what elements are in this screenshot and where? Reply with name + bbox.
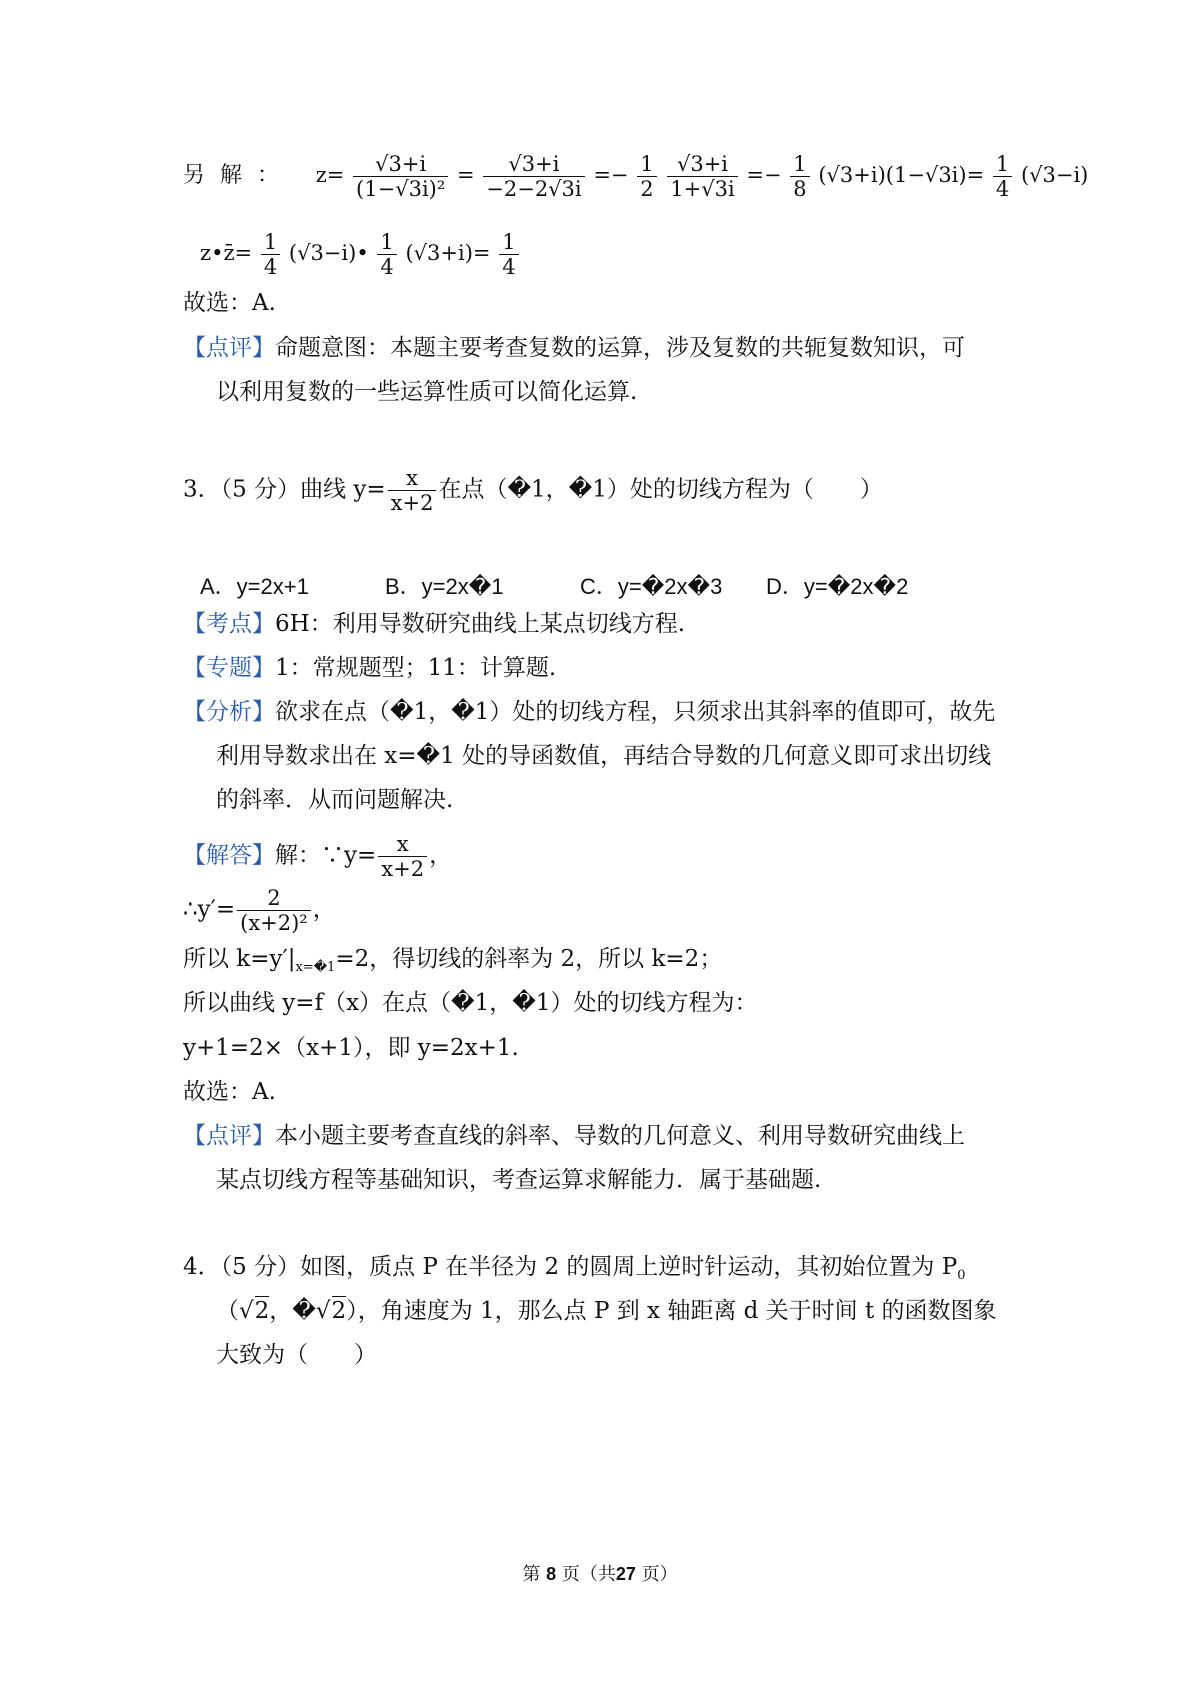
pingjia-tag: 【点评】 [183,1123,275,1149]
q4-line2 [216,1296,997,1326]
question-text: （ [216,1298,239,1324]
fraction-numerator: 1 [377,230,396,255]
q3-stem [183,466,883,515]
page-number: 8 [546,1564,557,1584]
q3-pingjia-line1 [183,1121,965,1151]
fraction-denominator: x+2 [390,491,434,515]
formula-text: (√3+i)(1−√3i)= [818,163,985,187]
fraction-numerator: 1 [499,230,518,255]
kaodian-text: 6H：利用导数研究曲线上某点切线方程. [275,611,686,637]
fraction [237,886,311,935]
alt-solution-label: 另 解 ： [183,163,283,188]
fraction [261,230,280,279]
fraction-numerator: 1 [637,152,656,177]
q3-zhuanti [183,653,556,683]
formula-text: ∴y′= [183,896,236,923]
fraction [353,152,448,201]
fraction-denominator: 4 [502,255,516,279]
q3-jieda [183,832,452,881]
q3-fenxi-line1 [183,697,995,727]
fenxi-tag: 【分析】 [183,699,275,725]
fraction [637,152,656,201]
q3-fenxi-line3: 的斜率．从而问题解决. [216,787,454,813]
alt-solution-line2 [200,230,521,279]
fraction [667,152,737,201]
q3-tangent: 所以曲线 y=f（x）在点（�1，�1）处的切线方程为： [183,990,758,1016]
fraction [388,466,437,515]
question-text: ，� [269,1298,316,1324]
fraction [993,152,1012,201]
formula-text: =− [746,163,782,187]
formula-text: ， [312,896,336,923]
fraction-denominator: −2−2√3i [486,177,582,201]
q3-derivative [183,886,336,935]
q3-pingjia-line2: 某点切线方程等基础知识，考查运算求解能力．属于基础题. [216,1167,822,1193]
fraction-denominator: 4 [263,255,278,279]
sqrt-icon: √ [315,1298,331,1324]
q3-option-d: D．y=�2x�2 [766,574,909,599]
comment-text: 命题意图：本题主要考查复数的运算，涉及复数的共轭复数知识，可 [275,335,965,361]
fraction [483,152,584,201]
formula-text: z= [315,163,345,187]
comment2-line2: 以利用复数的一些运算性质可以简化运算. [216,379,638,405]
fraction-numerator: 2 [237,886,311,911]
question-text: ），角速度为 1，那么点 P 到 x 轴距离 d 关于时间 t 的函数图象 [346,1298,997,1324]
fraction-denominator: 2 [640,177,654,201]
fraction-numerator: 1 [790,152,809,177]
fraction-denominator: 4 [380,255,394,279]
formula-text: = [456,163,475,187]
sqrt-icon: √ [239,1298,254,1324]
q3-option-c: C．y=�2x�3 [580,574,723,599]
fraction-denominator: (x+2)² [240,911,308,935]
zhuanti-text: 1：常规题型；11：计算题. [275,655,557,681]
slope-text: =2，得切线的斜率为 2，所以 k=2； [335,946,723,972]
fraction [378,832,427,881]
q3-slope [183,944,722,983]
subscript: 0 [957,1268,966,1283]
footer-text: 第 [522,1564,541,1585]
fraction-denominator: (1−√3i)² [356,177,446,201]
pingjia-text: 本小题主要考查直线的斜率、导数的几何意义、利用导数研究曲线上 [275,1123,965,1149]
formula-text: (√3+i)= [405,241,491,265]
footer-text: 页（共 [561,1564,616,1585]
fraction-numerator: x [378,832,427,857]
fenxi-text: 欲求在点（�1，�1）处的切线方程，只须求出其斜率的值即可，故先 [275,699,996,725]
fraction-numerator: x [388,466,437,491]
fraction-numerator: √3+i [667,152,737,177]
fraction-denominator: 1+√3i [670,177,735,201]
formula-text: (√3−i)• [288,241,369,265]
footer-text: 页） [641,1564,678,1585]
slope-subscript: x=�1 [295,960,336,975]
fraction-denominator: 8 [793,177,807,201]
q3-option-b: B．y=2x�1 [385,574,504,599]
formula-text: z•z̄= [200,241,253,265]
question-text: 4．（5 分）如图，质点 P 在半径为 2 的圆周上逆时针运动，其初始位置为 P [183,1254,958,1280]
q3-result: y+1=2×（x+1），即 y=2x+1. [183,1035,519,1061]
sqrt-value: 2 [331,1298,347,1324]
q3-answer: 故选：A. [183,1079,276,1105]
fraction-denominator: x+2 [381,857,425,881]
jieda-tag: 【解答】 [183,842,275,869]
jieda-text: ， [429,842,453,869]
fraction [499,230,518,279]
fraction-numerator: 1 [261,230,280,255]
fraction [790,152,809,201]
jieda-text: 解：∵y= [275,842,377,869]
fraction-numerator: √3+i [353,152,448,177]
q4-line3: 大致为（ ） [216,1342,377,1368]
sqrt-value: 2 [254,1298,270,1324]
alt-solution-line1 [183,152,1088,201]
zhuanti-tag: 【专题】 [183,655,275,681]
comment2-line1 [183,333,965,363]
page-footer [0,1560,1200,1586]
fraction-numerator: √3+i [483,152,584,177]
kaodian-tag: 【考点】 [183,611,275,637]
formula-text: (√3−i) [1020,163,1089,187]
question-text: 3．（5 分）曲线 y= [183,476,386,503]
fraction [377,230,396,279]
formula-text: =− [593,163,629,187]
page-total: 27 [615,1564,636,1584]
question-text: 在点（�1，�1）处的切线方程为（ ） [438,476,883,503]
q4-line1 [183,1252,966,1291]
comment-tag: 【点评】 [183,335,275,361]
q3-fenxi-line2: 利用导数求出在 x=�1 处的导函数值，再结合导数的几何意义即可求出切线 [216,743,992,769]
fraction-numerator: 1 [993,152,1012,177]
alt-solution-answer: 故选：A. [183,290,276,316]
fraction-denominator: 4 [995,177,1010,201]
slope-text: 所以 k=y′| [183,946,296,972]
q3-option-a: A．y=2x+1 [200,574,309,599]
q3-kaodian [183,609,685,639]
